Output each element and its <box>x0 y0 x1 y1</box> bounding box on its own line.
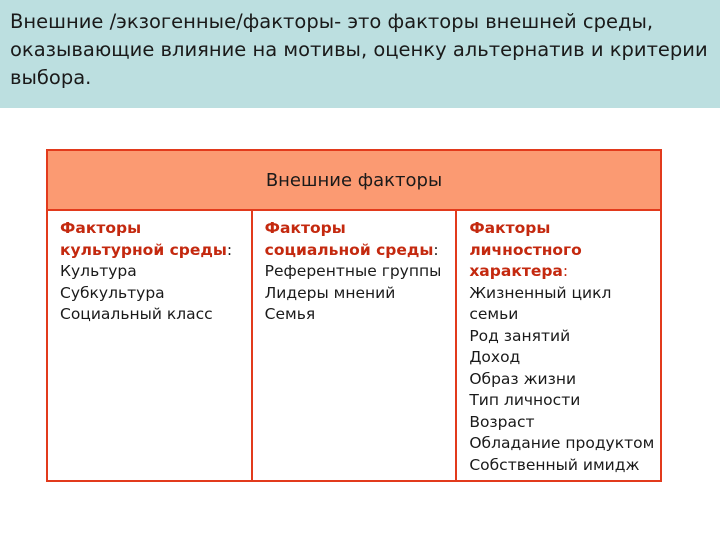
column-title-line: характера <box>469 262 563 280</box>
definition-banner <box>0 0 720 108</box>
list-item: Собственный имидж <box>469 455 640 474</box>
table-body-row <box>47 210 661 481</box>
list-item: Род занятий <box>469 326 571 345</box>
column-cultural-factors <box>47 210 252 481</box>
list-item: Образ жизни <box>469 369 577 388</box>
list-item: Социальный класс <box>60 305 213 323</box>
external-factors-table <box>46 149 662 482</box>
column-title-line: социальной среды <box>264 240 434 259</box>
column-social-factors <box>252 210 457 481</box>
column-title-line: Факторы <box>469 219 551 237</box>
list-item: Субкультура <box>60 283 165 302</box>
column-title-colon: : <box>562 262 569 280</box>
list-item: Возраст <box>469 412 535 431</box>
list-item: Обладание продуктом <box>469 434 655 452</box>
definition-text: Внешние /экзогенные/факторы- это факторы внешней среды, оказывающие влияние на мотивы, оценку альтернатив и критерии выбора. <box>10 10 708 89</box>
column-title-colon: : <box>433 240 439 259</box>
list-item: семьи <box>469 305 519 323</box>
list-item: Культура <box>60 262 137 280</box>
column-title-line: Факторы <box>60 219 142 237</box>
list-item: Тип личности <box>469 391 581 409</box>
column-title-colon: : <box>226 240 233 259</box>
list-item: Референтные группы <box>264 262 442 280</box>
column-title-line: культурной среды <box>60 240 227 259</box>
table-title: Внешние факторы <box>47 150 661 210</box>
list-item: Доход <box>469 348 521 366</box>
column-title <box>60 218 251 261</box>
column-title-line: личностного <box>469 240 582 259</box>
column-title <box>469 218 660 283</box>
list-item: Лидеры мнений <box>264 283 396 302</box>
column-title-line: Факторы <box>264 219 346 237</box>
list-item: Семья <box>264 305 316 323</box>
column-title <box>265 218 456 261</box>
table-header-row <box>47 150 661 210</box>
list-item: Жизненный цикл <box>469 283 612 302</box>
column-personal-factors <box>456 210 661 481</box>
